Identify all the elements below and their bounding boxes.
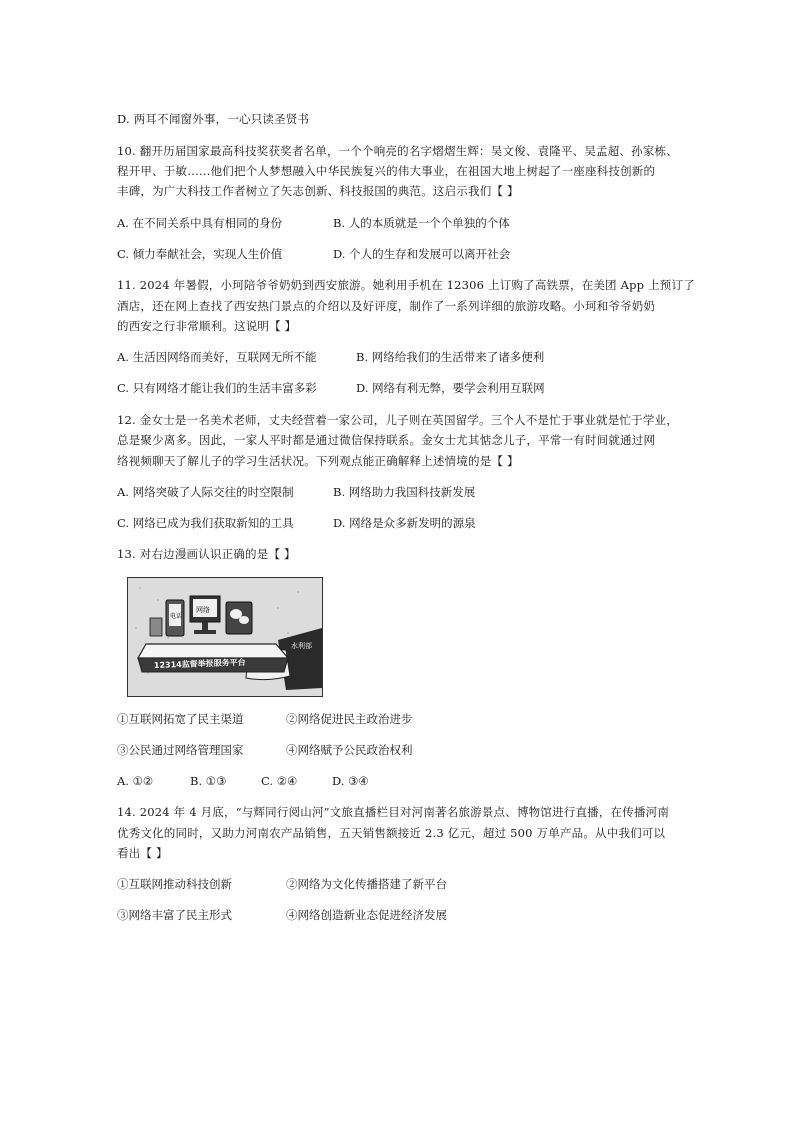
q12-option-a: A. 网络突破了人际交往的时空限制 bbox=[117, 485, 294, 499]
q11-stem-line-1: 11. 2024 年暑假，小珂陪爷爷奶奶到西安旅游。她利用手机在 12306 上订购了高铁票，在美团 App 上预订了 bbox=[117, 278, 695, 292]
q12-stem-line-3: 络视频聊天了解儿子的学习生活状况。下列观点能正确解释上述情境的是【 】 bbox=[117, 454, 519, 468]
q14-stem-line-2: 优秀文化的同时，又助力河南农产品销售，五天销售额接近 2.3 亿元，超过 500 万单产品。从中我们可以 bbox=[117, 826, 666, 840]
q14-statement-3: ③网络丰富了民主形式 bbox=[117, 908, 232, 922]
q11-option-c: C. 只有网络才能让我们的生活丰富多彩 bbox=[117, 381, 317, 395]
q11-option-a: A. 生活因网络而美好，互联网无所不能 bbox=[117, 350, 317, 364]
q12-option-b: B. 网络助力我国科技新发展 bbox=[333, 485, 476, 499]
cartoon-ministry-label: 水利部 bbox=[291, 642, 312, 650]
q13-option-a: A. ①② bbox=[117, 774, 154, 788]
q13-statement-4: ④网络赋予公民政治权利 bbox=[286, 743, 413, 757]
q13-option-c: C. ②④ bbox=[261, 774, 298, 788]
q10-option-b: B. 人的本质就是一个个单独的个体 bbox=[333, 216, 510, 230]
q13-cartoon-image bbox=[127, 577, 323, 697]
q12-stem-line-1: 12. 金女士是一名美术老师，丈夫经营着一家公司，儿子则在英国留学。三个人不是忙于事业就是忙于学业， bbox=[117, 413, 678, 427]
q13-option-d: D. ③④ bbox=[332, 774, 369, 788]
q10-stem-line-3: 丰碑，为广大科技工作者树立了矢志创新、科技报国的典范。这启示我们【 】 bbox=[117, 184, 519, 198]
q14-statement-4: ④网络创造新业态促进经济发展 bbox=[286, 908, 447, 922]
q14-statement-1: ①互联网推动科技创新 bbox=[117, 877, 232, 891]
q11-option-d: D. 网络有利无弊，要学会利用互联网 bbox=[356, 381, 545, 395]
q13-option-b: B. ①③ bbox=[190, 774, 227, 788]
q12-stem-line-2: 总是聚少离多。因此，一家人平时都是通过微信保持联系。金女士尤其惦念儿子，平常一有时间就通过网 bbox=[117, 433, 656, 447]
cartoon-platform-label: 12314监督举报服务平台 bbox=[153, 657, 246, 670]
q11-option-b: B. 网络给我们的生活带来了诸多便利 bbox=[356, 350, 545, 364]
q9-option-d: D. 两耳不闻窗外事，一心只读圣贤书 bbox=[117, 112, 310, 126]
q10-stem-line-2: 程开甲、于敏……他们把个人梦想融入中华民族复兴的伟大事业，在祖国大地上树起了一座座科技创新的 bbox=[117, 164, 656, 178]
q12-option-d: D. 网络是众多新发明的源泉 bbox=[333, 516, 476, 530]
cartoon-phone-label: 电话 bbox=[170, 613, 183, 620]
q13-statement-1: ①互联网拓宽了民主渠道 bbox=[117, 712, 244, 726]
cartoon-network-label: 网络 bbox=[196, 606, 210, 614]
q10-option-a: A. 在不同关系中具有相同的身份 bbox=[117, 216, 283, 230]
q10-option-d: D. 个人的生存和发展可以离开社会 bbox=[333, 247, 511, 261]
q10-stem-line-1: 10. 翻开历届国家最高科技奖获奖者名单，一个个响亮的名字熠熠生辉：吴文俊、袁隆平、吴孟超、孙家栋、 bbox=[117, 144, 678, 158]
q14-stem-line-1: 14. 2024 年 4 月底，“与辉同行阅山河”文旅直播栏目对河南著名旅游景点、博物馆进行直播，在传播河南 bbox=[117, 805, 670, 819]
q13-statement-2: ②网络促进民主政治进步 bbox=[286, 712, 413, 726]
q13-statement-3: ③公民通过网络管理国家 bbox=[117, 743, 244, 757]
q11-stem-line-2: 酒店，还在网上查找了西安热门景点的介绍以及好评度，制作了一系列详细的旅游攻略。小珂和爷爷奶奶 bbox=[117, 299, 656, 313]
q12-option-c: C. 网络已成为我们获取新知的工具 bbox=[117, 516, 294, 530]
q14-statement-2: ②网络为文化传播搭建了新平台 bbox=[286, 877, 447, 891]
q13-stem: 13. 对右边漫画认识正确的是【 】 bbox=[117, 547, 296, 561]
q14-stem-line-3: 看出【 】 bbox=[117, 846, 168, 860]
q11-stem-line-3: 的西安之行非常顺利。这说明【 】 bbox=[117, 319, 297, 333]
q10-option-c: C. 倾力奉献社会，实现人生价值 bbox=[117, 247, 283, 261]
